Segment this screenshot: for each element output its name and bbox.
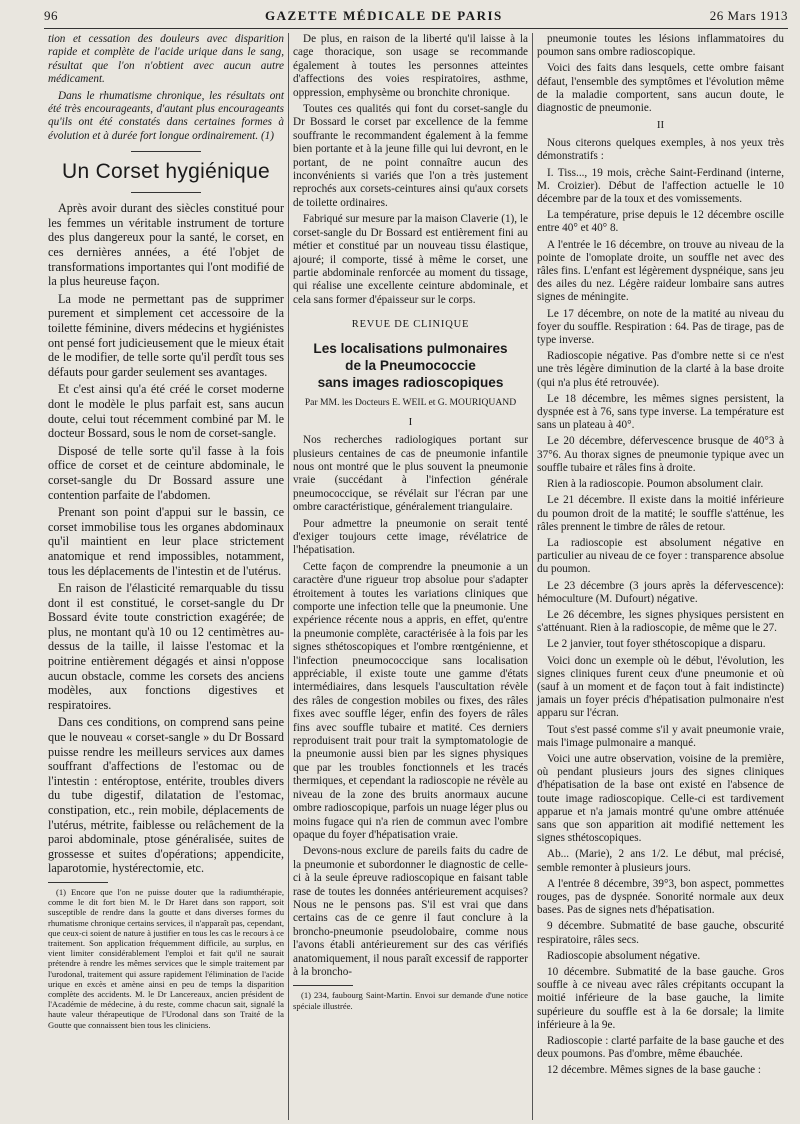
paragraph: Voici des faits dans lesquels, cette ombre faisant défaut, l'ensemble des symptômes et l'évolution même de la maladie comportent, sans aucun doute, le diagnostic de pneumonie. xyxy=(537,62,784,115)
paragraph: Radioscopie absolument négative. xyxy=(547,949,701,962)
page-header xyxy=(44,5,788,27)
paragraph: Dans ces conditions, on comprend sans peine que le nouveau « corset-sangle » du Dr Bossard puisse rendre les meilleurs services aux dames souffrant d'affections de l'estomac ou de l'intestin : entéroptose, entérite, troubles divers du tube digestif, dilatation de l'estomac, constipation, etc., rein mobile, déplacements de l'utérus, métrite, faiblesse ou relâchement de la paroi abdominale, ptose généralisée, suites de grossesse et suites d'opérations; appendicite, laparotomie, hystérectomie, etc. xyxy=(48,715,284,876)
journal-title: GAZETTE MÉDICALE DE PARIS xyxy=(265,8,503,23)
paragraph: A l'entrée le 16 décembre, on trouve au niveau de la pointe de l'omoplate droite, un souffle net avec des râles fins. L'enfant est légèrement dyspnéique, sans jeu des ailes du nez. Légère raideur lombaire sans autres signes de méningite. xyxy=(537,238,784,304)
footnote-rule xyxy=(48,882,108,883)
header-rule xyxy=(44,28,788,29)
byline: Par MM. les Docteurs E. WEIL et G. MOURIQUAND xyxy=(304,397,517,409)
section-heading: REVUE DE CLINIQUE xyxy=(351,319,470,331)
issue-date: 26 Mars 1913 xyxy=(709,8,788,23)
paragraph: 9 décembre. Submatité de base gauche, obscurité respiratoire, râles secs. xyxy=(537,920,784,946)
paragraph: Après avoir durant des siècles constitué pour les femmes un véritable instrument de torture des plus dangereux pour la santé, le corset, en ces dernières années, a été l'objet de transformations importantes qui l'ont modifié de la plus heureuse façon. xyxy=(48,201,284,289)
section-number: I xyxy=(408,416,413,429)
paragraph: Disposé de telle sorte qu'il fasse à la fois office de corset et de ceinture abdominale, le corset-sangle du Dr Bossard assure une contention parfaite de l'abdomen. xyxy=(48,443,284,502)
paragraph: Tout s'est passé comme s'il y avait pneumonie vraie, mais l'image pulmonaire a manqué. xyxy=(537,723,784,749)
intro-paragraph: tion et cessation des douleurs avec disparition rapide et complète de l'acide urique dans le sang, résultat que l'on n'obtient avec aucun autre médicament. xyxy=(48,33,284,86)
page-number: 96 xyxy=(44,8,58,23)
paragraph: I. Tiss..., 19 mois, crèche Saint-Ferdinand (interne, M. Croizier). Début de l'affection actuelle le 10 décembre par de la toux et des vomissements. xyxy=(537,166,784,206)
paragraph: Le 2 janvier, tout foyer sthétoscopique a disparu. xyxy=(547,638,766,651)
footnote: (1) Encore que l'on ne puisse douter que la radiumthérapie, comme le dit fort bien M. le Dr Haret dans son rapport, soit susceptible de rendre dans la goutte et dans diverses formes du rhumatisme chronique certains services, il n'apparaît pas, cependant, que ceux-ci soient de nature à justifier en tous les cas le recours à ce traitement. Son application fréquemment difficile, au surplus, en vient limiter considérablement l'emploi et fait qu'il ne saurait prétendre à rendre les mêmes services que le simple traitement par l'urodonal, traitement qui assure rapidement l'élimination de l'acide urique en excès et amène ainsi en peu de temps la disparition complète des accidents. M. le Dr Lancereaux, ancien président de l'Académie de médecine, à du reste, comme chacun sait, signalé la haute valeur thérapeutique de l'Urodonal dans son Traité de la Goutte que connaissent bien tous les cliniciens. xyxy=(48,886,284,1030)
intro-paragraph: Dans le rhumatisme chronique, les résultats ont été très encourageants, d'autant plus encourageants qu'ils ont été constatés dans certaines formes à évolution et à durée fort longue ordinairement. (1) xyxy=(48,89,284,142)
paragraph: Et c'est ainsi qu'a été créé le corset moderne dont le modèle le plus parfait est, sans aucun doute, celui tout récemment combiné par M. le docteur Bossard, sous le nom de corset-sangle. xyxy=(48,382,284,441)
clinical-article-title xyxy=(293,340,528,391)
paragraph: Prenant son point d'appui sur le bassin, ce corset immobilise tous les organes abdominaux qu'il maintient en leur place strictement anatomique et rend impossibles, notamment, tous les déplacements de l'intestin et de l'utérus. xyxy=(48,505,284,578)
footnote-rule xyxy=(293,985,353,986)
paragraph: En raison de l'élasticité remarquable du tissu dont il est constitué, le corset-sangle du Dr Bossard évite toute constriction exagérée; de plus, ne montant qu'à 10 ou 12 centimètres au-dessus de la taille, il laisse l'estomac et la poitrine entièrement dégagés et ainsi n'oppose aucun obstacle, comme les corsets des anciens modèles, aux fonctions digestives et respiratoires. xyxy=(48,581,284,712)
corset-article-body xyxy=(48,201,284,876)
paragraph: Toutes ces qualités qui font du corset-sangle du Dr Bossard le corset par excellence de la femme souffrante le recommandent également à la femme bien portante et à la jeune fille qui lui devront, en le portant, de ne point connaître aucun des inconvénients si variés que l'on a très justement reprochés aux corsets-ceintures ainsi qu'aux corsets de toilette ordinaires. xyxy=(293,103,528,209)
paragraph: Le 17 décembre, on note de la matité au niveau du foyer du souffle. Respiration : 64. Pas de tirage, pas de type inverse. xyxy=(537,307,784,347)
column-3 xyxy=(532,33,788,1120)
paragraph: Ab... (Marie), 2 ans 1/2. Le début, mal précisé, semble remonter à plusieurs jours. xyxy=(537,848,784,874)
paragraph: Le 23 décembre (3 jours après la défervescence): hémoculture (M. Dufourt) négative. xyxy=(537,579,784,605)
paragraph: Le 21 décembre. Il existe dans la moitié inférieure du poumon droit de la matité; le souffle s'atténue, les râles prennent le timbre de râles de retour. xyxy=(537,494,784,533)
paragraph: Radioscopie : clarté parfaite de la base gauche et des deux poumons. Pas d'ombre, même ébauchée. xyxy=(537,1035,784,1061)
paragraph: Rien à la radioscopie. Poumon absolument clair. xyxy=(547,478,764,491)
footnote: (1) 234, faubourg Saint-Martin. Envoi sur demande d'une notice spéciale illustrée. xyxy=(293,990,528,1011)
paragraph: 12 décembre. Mêmes signes de la base gauche : xyxy=(547,1064,762,1077)
paragraph: Nos recherches radiologiques portant sur plusieurs centaines de cas de pneumonie infantile nous ont montré que le plus souvent la pneumonie vraie (succédant à l'infection générale pneumococcique, se révélait sur l'écran par une ombre caractéristique, généralement triangulaire. xyxy=(293,434,528,514)
paragraph: Le 20 décembre, défervescence brusque de 40°3 à 37°6. Au thorax signes de pneumonie typique avec un souffle tubaire et râles fins à droite. xyxy=(537,435,784,474)
paragraph: Le 26 décembre, les signes physiques persistent en s'atténuant. Rien à la radioscopie, de même que le 27. xyxy=(537,608,784,635)
paragraph: La mode ne permettant pas de supprimer purement et simplement cet accessoire de la toilette féminine, divers médecins et hygiénistes ont pensé fort judicieusement que le mieux était de le modifier, de telle sorte qu'il perdît tous ses défauts pour garder seulement ses avantages. xyxy=(48,291,284,379)
paragraph: Fabriqué sur mesure par la maison Claverie (1), le corset-sangle du Dr Bossard est entièrement fini au métier et constitué par un nouveau tissu élastique, ajouré; il comporte, tissé à même le corset, une partie abdominale renforcée au moment du tissage, qui réalise une excellente ceinture abdominale, et cela sans former d'épaisseur sur le corps. xyxy=(293,213,528,306)
paragraph: Radioscopie négative. Pas d'ombre nette si ce n'est une très légère diminution de la clarté à la base droite (qui n'a plus été retrouvée). xyxy=(537,350,784,389)
paragraph: Le 18 décembre, les mêmes signes persistent, la dyspnée est à 76, sans type inverse. La température est sans un plateau à 40°. xyxy=(537,392,784,432)
title-line: Les localisations pulmonaires xyxy=(313,341,508,357)
paragraph: Cette façon de comprendre la pneumonie a un caractère d'une rigueur trop absolue pour s'adapter étroitement à toutes les variations cliniques que comporte une infection telle que la pneumonie. Une expérience récente nous a appris, en effet, qu'entre la pneumonie complète, caractérisée à la fois par les signes sthétoscopiques et l'ombre rœntgénienne, et l'infection pneumococcique sans localisation appréciable, il existe toute une gamme d'états intermédiaires, dans lesquels l'auscultation révèle des râles de congestion mobiles ou fixes, des râles fixes avec souffle léger, enfin des foyers de râles fins avec souffle tubaire et matité. Ces derniers reproduisent trait pour trait la symptomatologie de la pneumonie aussi bien par les signes physiques que par les troubles fonctionnels et les tracés thermiques, et cependant la radioscopie ne révèle au niveau de la zone des bruits anormaux aucune ombre radioscopique, parfois un nuage léger plus ou moins fugace qui n'a rien de commun avec l'ombre opaque du foyer d'hépatisation vraie. xyxy=(293,560,528,841)
title-line: de la Pneumococcie xyxy=(345,358,476,374)
section-number: II xyxy=(656,119,665,132)
title-line: sans images radioscopiques xyxy=(317,375,504,391)
paragraph: La température, prise depuis le 12 décembre oscille entre 40° et 40° 8. xyxy=(537,209,784,235)
paragraph: Voici une autre observation, voisine de la première, où pendant plusieurs jours des signes cliniques d'hépatisation de la base ont existé en l'absence de toute image radioscopique. Celle-ci est tardivement apparue et n'a jamais montré qu'une ombre atténuée sans que son apparition ait modifié nettement les signes sthétoscopiques. xyxy=(537,752,784,845)
separator xyxy=(131,151,201,152)
paragraph: Devons-nous exclure de pareils faits du cadre de la pneumonie et subordonner le diagnostic de celle-ci à la seule épreuve radioscopique en faisant table rase de toutes les données antérieurement acquises? Nous ne le pensons pas. S'il est vrai que dans certains cas de ce genre il faut conclure à la broncho-pneumonie pseudolobaire, comme nous l'avons établi antérieurement sur des cas vérifiés anatomiquement, il nous paraît excessif de rapporter à la broncho- xyxy=(293,845,528,978)
paragraph: De plus, en raison de la liberté qu'il laisse à la cage thoracique, son usage se recommande également à toutes les personnes atteintes d'affections des voies respiratoires, asthme, oppression, emphysème ou bronchite chronique. xyxy=(293,33,528,99)
paragraph: A l'entrée 8 décembre, 39°3, bon aspect, pommettes rouges, pas de dyspnée. Sonorité normale aux deux bases. Pas de signes nets d'hépatisation. xyxy=(537,877,784,917)
columns xyxy=(44,33,790,1120)
paragraph: La radioscopie est absolument négative en particulier au niveau de ce foyer : transparence absolue du poumon. xyxy=(537,536,784,576)
paragraph: Nous citerons quelques exemples, à nos yeux très démonstratifs : xyxy=(537,137,784,163)
paragraph: pneumonie toutes les lésions inflammatoires du poumon sans ombre radioscopique. xyxy=(537,33,784,59)
column-1 xyxy=(44,33,288,1120)
corset-article-title: Un Corset hygiénique xyxy=(62,160,270,184)
separator xyxy=(131,192,201,193)
paragraph: Voici donc un exemple où le début, l'évolution, les signes cliniques furent ceux d'une pneumonie et où (sauf à un moment et de façon tout à fait indistincte) jamais un foyer précis d'hépatisation pulmonaire n'est apparu sur l'écran. xyxy=(537,654,784,720)
column-2 xyxy=(288,33,532,1120)
paragraph: 10 décembre. Submatité de la base gauche. Gros souffle à ce niveau avec râles crépitants occupant la moitié inférieure de la base gauche, la limite supérieure du souffle est à la 6e dorsale; la limite inférieure à la 9e. xyxy=(537,966,784,1031)
paragraph: Pour admettre la pneumonie on serait tenté d'exiger toujours cette image, révélatrice de l'hépatisation. xyxy=(293,517,528,557)
